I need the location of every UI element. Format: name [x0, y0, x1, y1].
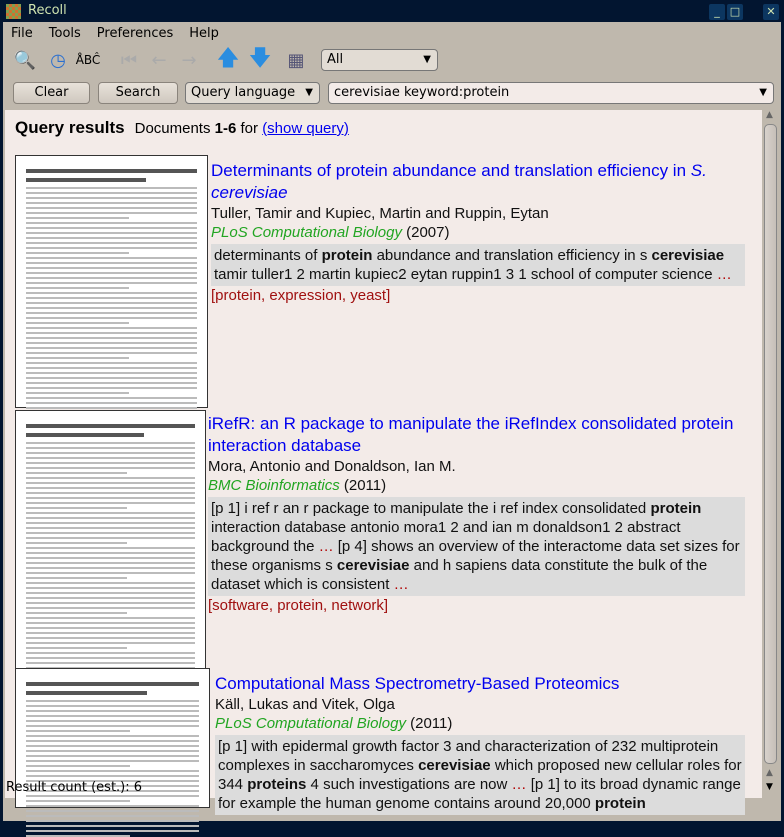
history-clock-icon[interactable]: ◷ [50, 49, 66, 71]
maximize-button[interactable]: □ [727, 4, 743, 20]
snippet-segment: abundance and translation efficiency in s [372, 247, 652, 264]
next-page-icon[interactable]: → [181, 49, 197, 71]
snippet-segment: cerevisiae [336, 557, 410, 574]
chevron-down-icon: ▼ [305, 87, 313, 98]
result-item [208, 413, 745, 615]
snippet-segment: … [716, 266, 732, 283]
previous-page-icon[interactable]: ← [151, 49, 167, 71]
snippet-segment: determinants of [214, 247, 322, 264]
query-text: cerevisiae keyword:protein [334, 85, 510, 100]
journal: BMC Bioinformatics [208, 477, 340, 494]
status-bar: Result count (est.): 6 [6, 780, 143, 795]
result-title-link[interactable]: iRefR: an R package to manipulate the iRefIndex consolidated protein interaction database [208, 414, 734, 455]
snippet-segment: … [393, 576, 409, 593]
snippet-segment: cerevisiae [651, 247, 725, 264]
year: (2011) [410, 715, 453, 732]
journal: PLoS Computational Biology [211, 224, 402, 241]
results-heading: Query results [15, 118, 125, 137]
result-source [215, 714, 745, 733]
menu-bar [3, 24, 227, 44]
snippet-segment: which proposed new cellular roles for 344 [218, 757, 742, 793]
spelling-abc-icon[interactable]: ÅBĈ [75, 53, 101, 67]
scrollbar-thumb[interactable] [764, 124, 777, 764]
show-query-link[interactable]: (show query) [262, 120, 349, 137]
result-snippet [211, 244, 745, 286]
first-page-icon[interactable]: ⏮ [120, 49, 138, 71]
docs-range: 1-6 [214, 120, 237, 137]
result-source [208, 476, 745, 495]
result-keywords: [software, protein, network] [208, 597, 389, 614]
snippet-segment: protein [650, 500, 702, 517]
result-item [215, 673, 745, 815]
query-input[interactable] [328, 82, 774, 104]
document-thumbnail[interactable] [15, 155, 208, 408]
query-mode-value: Query language [191, 85, 296, 100]
snippet-segment: protein [321, 247, 373, 264]
menu-tools[interactable]: Tools [48, 26, 81, 41]
sort-descending-icon[interactable]: 🡇 [248, 46, 272, 71]
snippet-segment: … [318, 538, 338, 555]
snippet-segment: [p 4] shows an overview of the interactome data set sizes for these organisms s [211, 538, 740, 574]
result-title-link[interactable]: Computational Mass Spectrometry-Based Proteomics [215, 674, 620, 693]
clear-button[interactable]: Clear [13, 82, 90, 104]
snippet-segment: tamir tuller1 2 martin kupiec2 eytan ruppin1 3 1 school of computer science [214, 266, 717, 283]
spreadsheet-view-icon[interactable]: ▦ [287, 49, 305, 71]
window-title: Recoll [28, 3, 67, 18]
results-scrollbar[interactable] [763, 110, 778, 798]
menu-preferences[interactable]: Preferences [96, 26, 174, 41]
for-label: for [236, 120, 263, 137]
docs-label: Documents [134, 120, 215, 137]
recoll-logo-icon [6, 4, 21, 19]
search-preview-icon[interactable]: 🔍 [13, 49, 37, 71]
document-thumbnail[interactable] [15, 410, 206, 693]
results-pane [5, 110, 762, 812]
result-source [211, 223, 745, 242]
result-authors: Mora, Antonio and Donaldson, Ian M. [208, 458, 456, 475]
snippet-segment: interaction database antonio mora1 2 and ian m donaldson1 2 abstract background the [211, 519, 681, 555]
result-authors: Käll, Lukas and Vitek, Olga [215, 696, 395, 713]
sort-ascending-icon[interactable]: 🡅 [216, 46, 240, 71]
year: (2007) [406, 224, 450, 241]
snippet-segment: … [511, 776, 531, 793]
result-authors: Tuller, Tamir and Kupiec, Martin and Ruppin, Eytan [211, 205, 549, 222]
snippet-segment: proteins [247, 776, 307, 793]
snippet-segment: protein [594, 795, 646, 812]
result-item [211, 160, 745, 305]
snippet-segment: cerevisiae [418, 757, 491, 774]
result-title-link[interactable]: Determinants of protein abundance and translation efficiency in S. cerevisiae [211, 161, 707, 202]
menu-file[interactable]: File [11, 26, 33, 41]
minimize-button[interactable]: _ [709, 4, 725, 20]
result-snippet [215, 735, 745, 815]
close-button[interactable]: ✕ [763, 4, 779, 20]
query-mode-select[interactable] [185, 82, 320, 104]
title-bar [0, 0, 784, 22]
menu-help[interactable]: Help [189, 26, 219, 41]
results-header [15, 118, 349, 138]
snippet-segment: [p 1] with epidermal growth factor 3 and characterization of 232 multiprotein complexes in saccharomyces [218, 738, 719, 774]
snippet-segment: [p 1] to its broad dynamic range for example the human genome contains around 20,000 [218, 776, 741, 812]
snippet-segment: and h sapiens data constitute the bulk of the dataset which is consistent [211, 557, 708, 593]
result-snippet [208, 497, 745, 596]
year: (2011) [343, 477, 387, 494]
chevron-down-icon: ▼ [423, 54, 431, 65]
result-keywords: [protein, expression, yeast] [211, 287, 391, 304]
scroll-up-icon[interactable]: ▲ [766, 110, 773, 120]
filter-value: All [327, 52, 344, 67]
search-button[interactable]: Search [98, 82, 178, 104]
filter-select[interactable] [321, 49, 438, 71]
scroll-down-icon[interactable]: ▼ [766, 782, 773, 792]
chevron-down-icon: ▼ [759, 87, 767, 98]
scroll-up-icon[interactable]: ▲ [766, 768, 773, 778]
snippet-segment: [p 1] i ref r an r package to manipulate the i ref index consolidated [211, 500, 651, 517]
journal: PLoS Computational Biology [215, 715, 406, 732]
snippet-segment: 4 such investigations are now [306, 776, 512, 793]
